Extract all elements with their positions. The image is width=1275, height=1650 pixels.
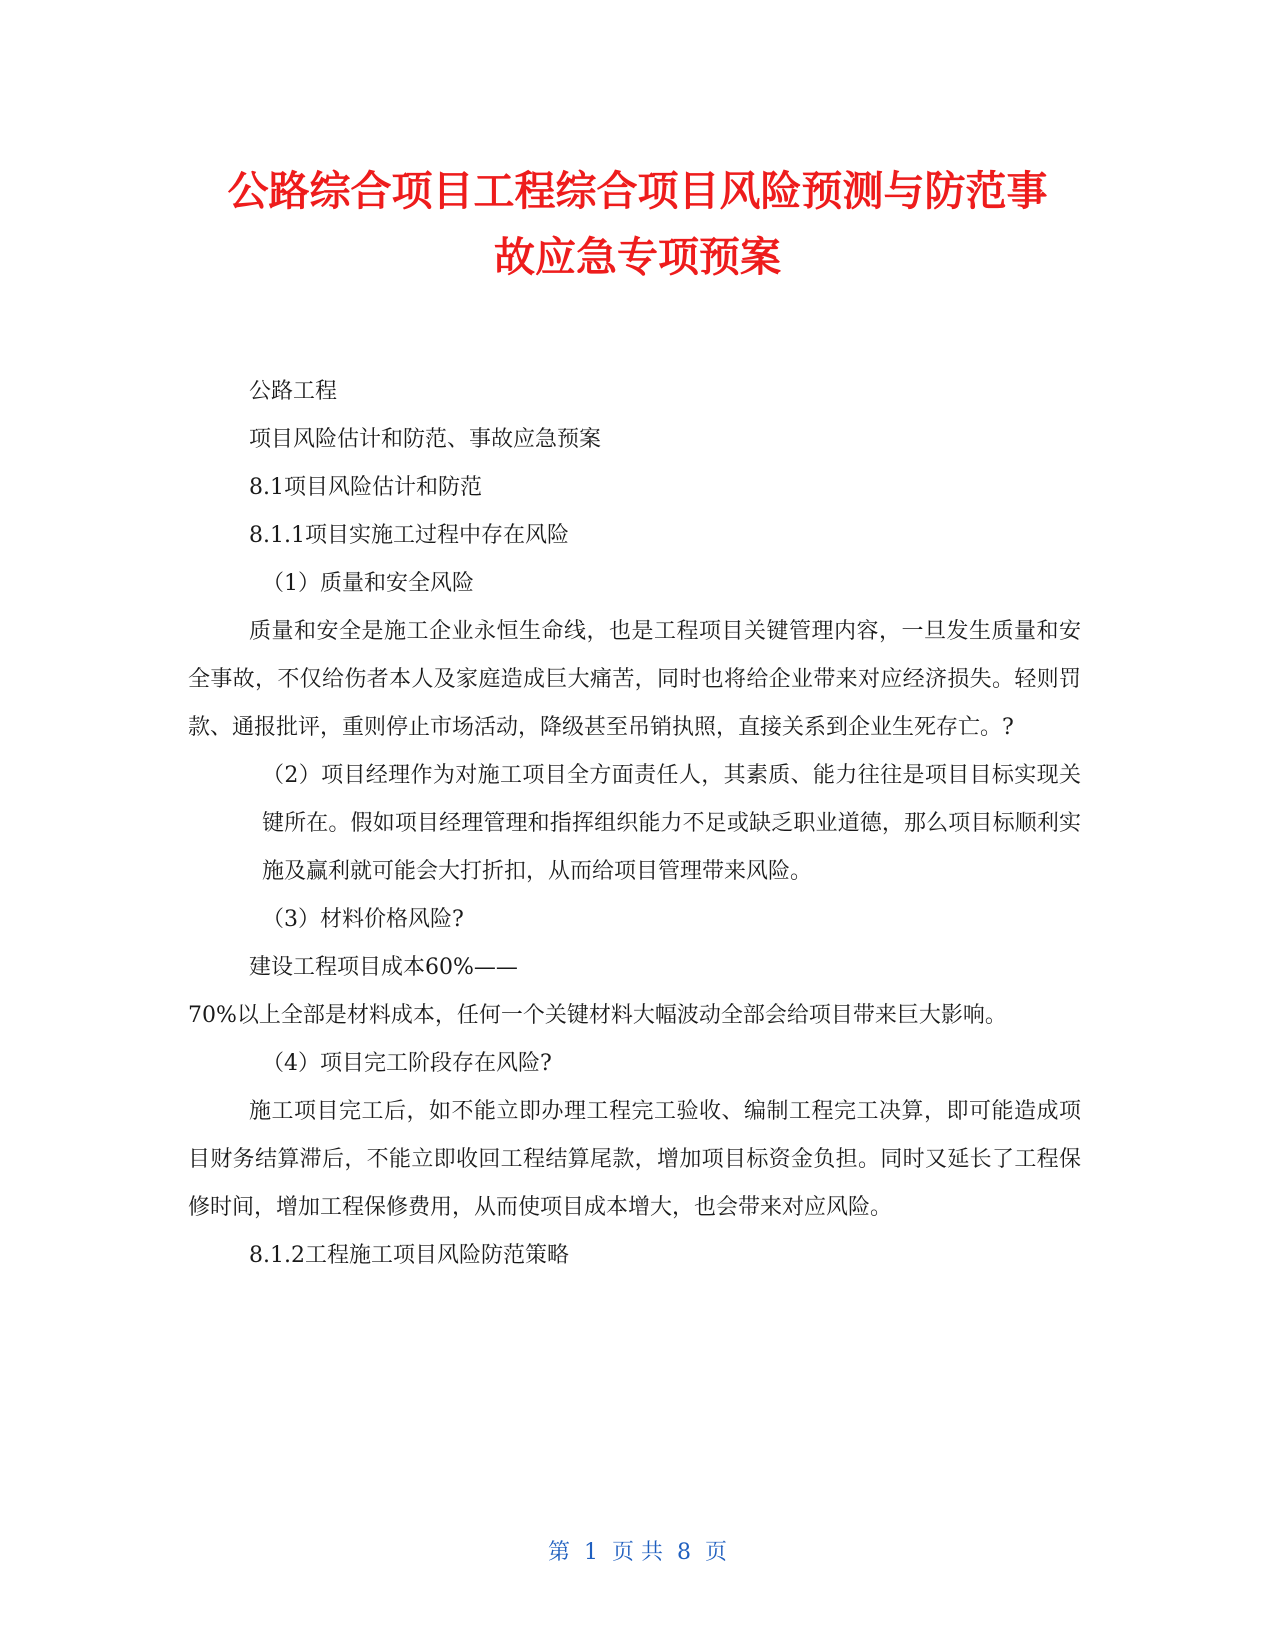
page-prefix: 第 bbox=[547, 1540, 570, 1565]
title-line-1: 公路综合项目工程综合项目风险预测与防范事 bbox=[227, 167, 1048, 215]
document-title bbox=[170, 158, 1105, 290]
page-suffix: 页 bbox=[705, 1540, 728, 1565]
document-body bbox=[188, 368, 1081, 1280]
item-heading-4: （4）项目完工阶段存在风险? bbox=[262, 1051, 552, 1076]
paragraph-risk-plan-heading: 项目风险估计和防范、事故应急预案 bbox=[249, 427, 602, 452]
page-footer bbox=[0, 1538, 1275, 1568]
total-page-number: 8 bbox=[677, 1540, 691, 1565]
section-heading-8-1-1: 8.1.1项目实施工过程中存在风险 bbox=[249, 523, 569, 548]
section-heading-8-1: 8.1项目风险估计和防范 bbox=[249, 475, 482, 500]
item-heading-3: （3）材料价格风险? bbox=[262, 907, 464, 932]
current-page-number: 1 bbox=[584, 1540, 598, 1565]
page-mid-label: 页 共 bbox=[612, 1540, 663, 1565]
paragraph-completion-stage: 施工项目完工后，如不能立即办理工程完工验收、编制工程完工决算，即可能造成项目财务结算滞后，不能立即收回工程结算尾款，增加项目标资金负担。同时又延长了工程保修时间，增加工程保修费用，从而使项目成本增大，也会带来对应风险。 bbox=[188, 1099, 1081, 1220]
paragraph-material-cost-line2: 70%以上全部是材料成本，任何一个关键材料大幅波动全部会给项目带来巨大影响。 bbox=[188, 1003, 1007, 1028]
paragraph-project-manager: （2）项目经理作为对施工项目全方面责任人，其素质、能力往往是项目目标实现关键所在。假如项目经理管理和指挥组织能力不足或缺乏职业道德，那么项目标顺利实施及赢利就可能会大打折扣，从而给项目管理带来风险。 bbox=[262, 763, 1081, 884]
paragraph-material-cost-line1: 建设工程项目成本60%—— bbox=[249, 955, 518, 980]
item-heading-1: （1）质量和安全风险 bbox=[262, 571, 474, 596]
paragraph-quality-safety: 质量和安全是施工企业永恒生命线，也是工程项目关键管理内容，一旦发生质量和安全事故，不仅给伤者本人及家庭造成巨大痛苦，同时也将给企业带来对应经济损失。轻则罚款、通报批评，重则停止市场活动，降级甚至吊销执照，直接关系到企业生死存亡。? bbox=[188, 619, 1081, 740]
title-line-2: 故应急专项预案 bbox=[494, 233, 781, 281]
section-heading-8-1-2: 8.1.2工程施工项目风险防范策略 bbox=[249, 1243, 569, 1268]
paragraph-road-engineering: 公路工程 bbox=[249, 379, 338, 404]
